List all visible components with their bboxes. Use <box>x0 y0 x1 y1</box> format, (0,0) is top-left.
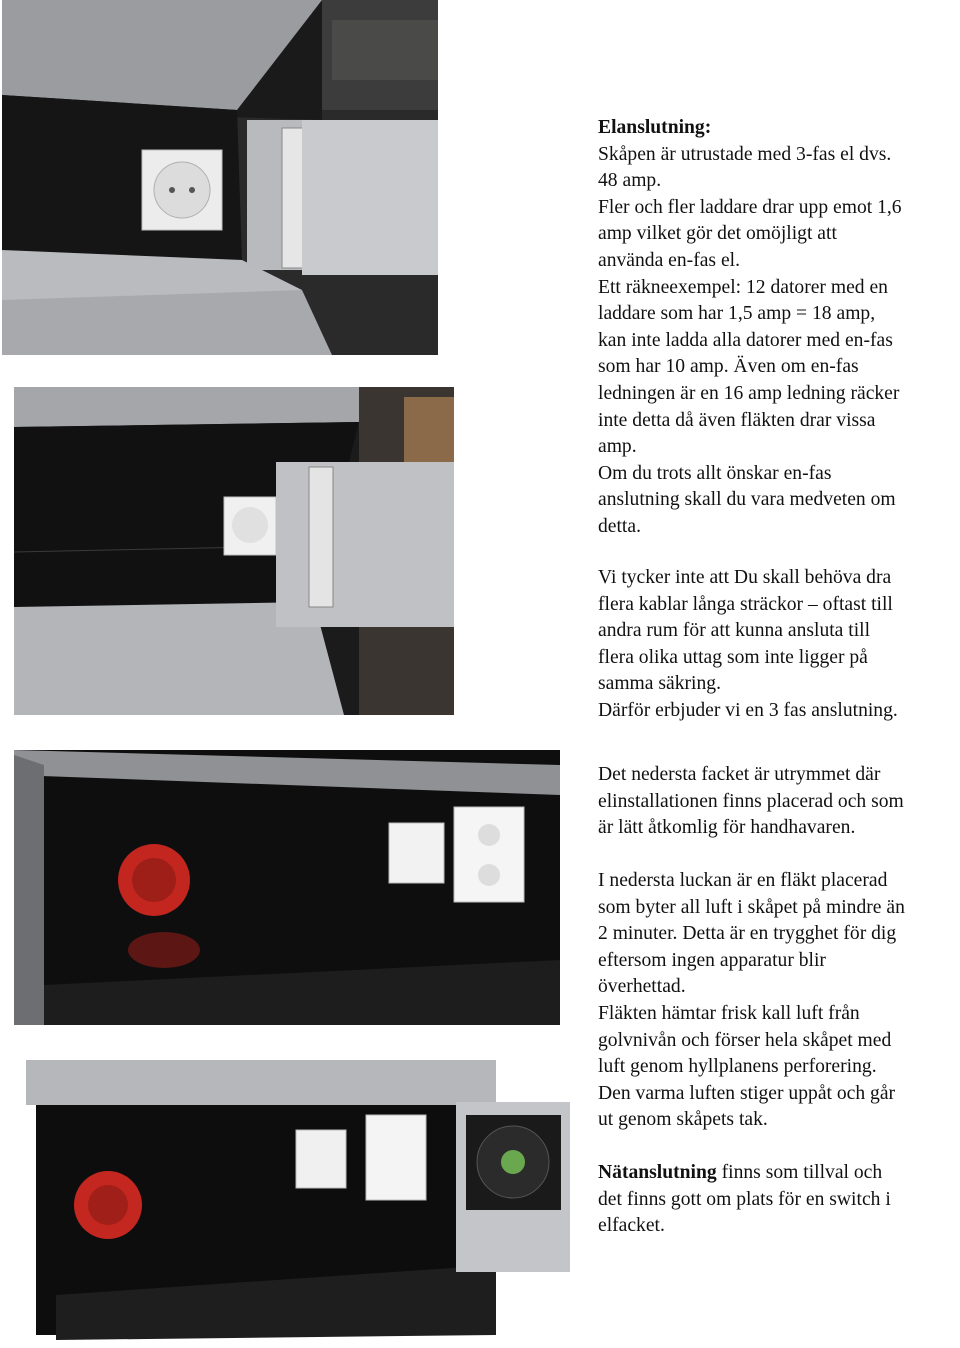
text-line: ledningen är en 16 amp ledning räcker <box>598 382 900 404</box>
text-line: laddare som har 1,5 amp = 18 amp, <box>598 303 876 325</box>
text-line: Skåpen är utrustade med 3-fas el dvs. <box>598 143 892 165</box>
text-line: Om du trots allt önskar en-fas <box>598 462 832 484</box>
text-line: I nedersta luckan är en fläkt placerad <box>598 870 888 891</box>
text-line: är lätt åtkomlig för handhavaren. <box>598 817 856 839</box>
text-line: som byter all luft i skåpet på mindre än <box>598 896 905 918</box>
text-line: samma säkring. <box>598 673 721 695</box>
text-line: Fläkten hämtar frisk kall luft från <box>598 1002 860 1024</box>
text-line: golvnivån och förser hela skåpet med <box>598 1029 892 1051</box>
text-line: 48 amp. <box>598 170 662 192</box>
text-line: ut genom skåpets tak. <box>598 1109 768 1131</box>
heading-electric-connection: Elanslutning: <box>598 117 712 138</box>
text-line: kan inte ladda alla datorer med en-fas <box>598 329 893 351</box>
section-compartment <box>598 762 960 842</box>
section-fan <box>598 868 960 1134</box>
section-cables <box>598 565 960 725</box>
text-line: 2 minuter. Detta är en trygghet för dig <box>598 923 897 945</box>
text-line: flera kablar långa sträckor – oftast till <box>598 593 893 615</box>
text-line: eftersom ingen apparatur blir <box>598 949 826 971</box>
text-line: Den varma luften stiger uppåt och går <box>598 1082 896 1104</box>
text-line: detta. <box>598 515 641 537</box>
text-line: som har 10 amp. Även om en-fas <box>598 356 859 378</box>
text-fragment: finns som tillval och <box>716 1162 883 1183</box>
section-electric-connection <box>598 115 960 541</box>
photo-fan-compartment <box>26 1060 570 1345</box>
text-line: andra rum för att kunna ansluta till <box>598 620 871 642</box>
text-line: inte detta då även fläkten drar vissa <box>598 409 876 431</box>
photo-electrical-compartment <box>14 735 560 1035</box>
text-line: elinstallationen finns placerad och som <box>598 790 904 812</box>
photo-locker-socket-top <box>2 0 438 355</box>
photo-locker-socket-middle <box>14 387 454 715</box>
text-line: flera olika uttag som inte ligger på <box>598 646 868 668</box>
text-line: anslutning skall du vara medveten om <box>598 489 896 511</box>
text-line: luft genom hyllplanens perforering. <box>598 1056 877 1078</box>
section-network <box>598 1160 960 1240</box>
text-line: Ett räkneexempel: 12 datorer med en <box>598 276 888 298</box>
text-line: Därför erbjuder vi en 3 fas anslutning. <box>598 699 898 721</box>
text-line: Vi tycker inte att Du skall behöva dra <box>598 567 892 588</box>
text-line: elfacket. <box>598 1215 665 1237</box>
heading-network-connection: Nätanslutning <box>598 1162 717 1183</box>
text-line: det finns gott om plats för en switch i <box>598 1188 891 1210</box>
text-line: överhettad. <box>598 976 686 998</box>
text-line: amp vilket gör det omöjligt att <box>598 223 837 245</box>
text-line: Det nedersta facket är utrymmet där <box>598 764 881 785</box>
text-line: amp. <box>598 436 637 458</box>
text-line <box>598 1160 960 1187</box>
text-line: Fler och fler laddare drar upp emot 1,6 <box>598 196 902 218</box>
text-line: använda en-fas el. <box>598 249 740 271</box>
